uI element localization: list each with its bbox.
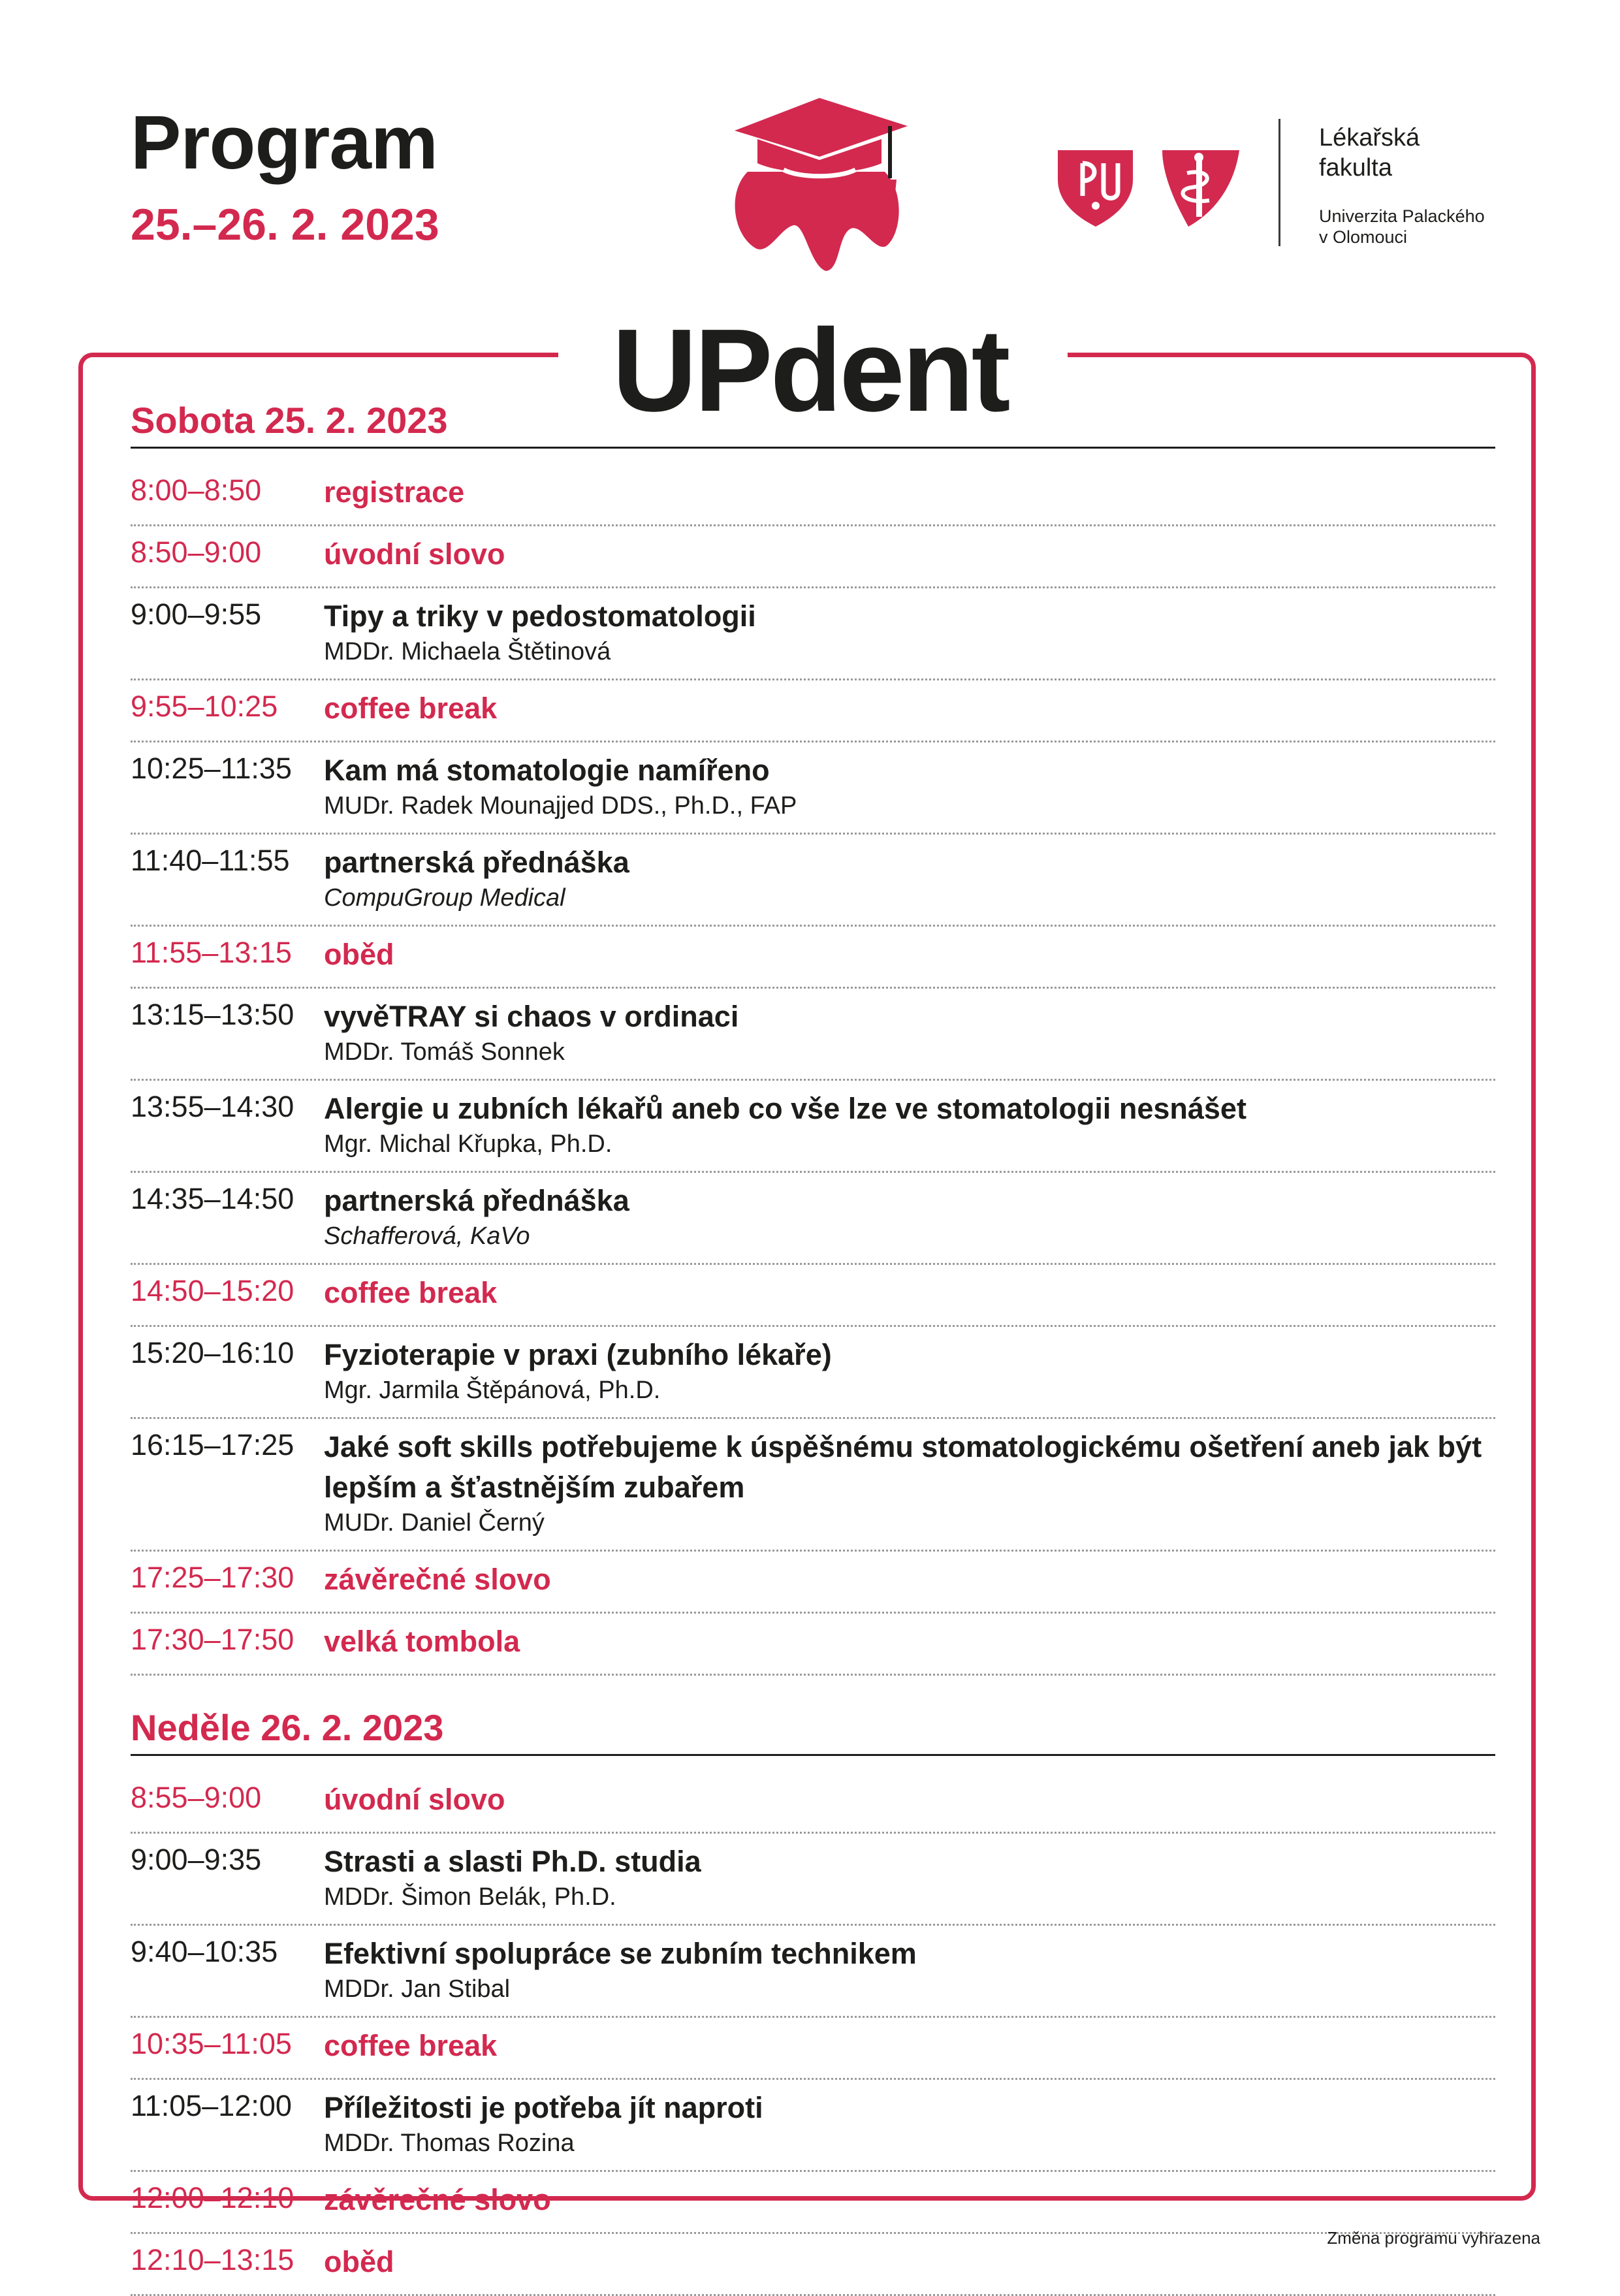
schedule-title: závěrečné slovo <box>324 2183 551 2216</box>
schedule-title: oběd <box>324 2245 394 2278</box>
logo-divider <box>1279 119 1280 246</box>
schedule-body <box>324 1621 1495 1662</box>
schedule-title: Fyzioterapie v praxi (zubního lékaře) <box>324 1338 832 1371</box>
university-line-2: v Olomouci <box>1319 227 1408 247</box>
up-shield-icon <box>1058 150 1133 227</box>
schedule-speaker: MDDr. Michaela Štětinová <box>324 638 611 665</box>
schedule-speaker: MDDr. Tomáš Sonnek <box>324 1038 565 1066</box>
schedule-row <box>131 1926 1495 2018</box>
schedule-body <box>324 1181 1495 1251</box>
graduation-cap-tooth-icon <box>722 95 911 281</box>
schedule-body <box>324 534 1495 575</box>
schedule-speaker: MDDr. Šimon Belák, Ph.D. <box>324 1883 616 1911</box>
event-date: 25.–26. 2. 2023 <box>131 200 439 249</box>
schedule-row <box>131 1419 1495 1552</box>
day-title: Sobota 25. 2. 2023 <box>131 400 448 441</box>
schedule-body <box>324 1779 1495 1820</box>
schedule-time: 10:35–11:05 <box>131 2027 292 2060</box>
schedule-title: coffee break <box>324 1276 498 1309</box>
schedule-row <box>131 742 1495 835</box>
schedule-time: 8:00–8:50 <box>131 473 262 507</box>
schedule-body <box>324 934 1495 975</box>
schedule-time: 13:15–13:50 <box>131 998 294 1031</box>
schedule-row <box>131 1081 1495 1173</box>
schedule-title: závěrečné slovo <box>324 1563 551 1596</box>
schedule-speaker: Mgr. Jarmila Štěpánová, Ph.D. <box>324 1377 661 1404</box>
footnote: Změna programu vyhrazena <box>1327 2228 1540 2248</box>
schedule-speaker: CompuGroup Medical <box>324 884 565 912</box>
schedule-speaker: Schafferová, KaVo <box>324 1222 530 1250</box>
university-line-1: Univerzita Palackého <box>1319 206 1485 226</box>
university-shields-icon <box>1058 140 1247 229</box>
schedule-body <box>324 2180 1495 2220</box>
day-section <box>131 1699 1495 2296</box>
schedule-time: 17:25–17:30 <box>131 1561 294 1594</box>
schedule-body <box>324 1335 1495 1405</box>
schedule-time: 12:10–13:15 <box>131 2243 294 2276</box>
faculty-name <box>1319 123 1420 183</box>
schedule-body <box>324 688 1495 729</box>
schedule-row <box>131 1614 1495 1676</box>
schedule-row <box>131 989 1495 1081</box>
schedule-time: 13:55–14:30 <box>131 1090 294 1123</box>
schedule-title: coffee break <box>324 692 498 725</box>
schedule-time: 16:15–17:25 <box>131 1428 294 1461</box>
schedule-time: 8:50–9:00 <box>131 535 262 569</box>
schedule-body <box>324 2242 1495 2282</box>
schedule-body <box>324 1842 1495 1912</box>
schedule-body <box>324 750 1495 821</box>
schedule-speaker: MUDr. Radek Mounajjed DDS., Ph.D., FAP <box>324 792 797 820</box>
schedule-title: vyvěTRAY si chaos v ordinaci <box>324 1000 739 1033</box>
schedule-time: 15:20–16:10 <box>131 1336 294 1369</box>
schedule-body <box>324 1427 1495 1538</box>
schedule-title: partnerská přednáška <box>324 846 629 879</box>
schedule-row <box>131 1327 1495 1419</box>
schedule-row <box>131 680 1495 742</box>
schedule-row <box>131 927 1495 989</box>
schedule-row <box>131 2172 1495 2234</box>
university-name <box>1319 206 1485 247</box>
schedule-row <box>131 2018 1495 2080</box>
schedule-row <box>131 588 1495 680</box>
schedule-body <box>324 842 1495 913</box>
schedule-body <box>324 997 1495 1067</box>
schedule-row <box>131 1552 1495 1614</box>
schedule-body <box>324 2026 1495 2066</box>
schedule-title: úvodní slovo <box>324 537 505 571</box>
schedule-time: 9:40–10:35 <box>131 1935 278 1968</box>
day-rule <box>131 1754 1495 1756</box>
schedule-time: 14:35–14:50 <box>131 1182 294 1215</box>
schedule-title: Kam má stomatologie namířeno <box>324 754 770 787</box>
schedule-title: Efektivní spolupráce se zubním technikem <box>324 1937 917 1970</box>
faculty-line-2: fakulta <box>1319 154 1392 182</box>
schedule-row <box>131 1772 1495 1834</box>
schedule-title: registrace <box>324 475 465 509</box>
schedule-time: 9:00–9:35 <box>131 1843 262 1876</box>
schedule-speaker: Mgr. Michal Křupka, Ph.D. <box>324 1130 612 1158</box>
schedule-body <box>324 1273 1495 1313</box>
schedule-speaker: MDDr. Thomas Rozina <box>324 2129 575 2157</box>
schedule-body <box>324 1089 1495 1159</box>
schedule-title: oběd <box>324 938 394 971</box>
schedule-time: 17:30–17:50 <box>131 1623 294 1656</box>
schedule-body <box>324 472 1495 513</box>
schedule-title: Příležitosti je potřeba jít naproti <box>324 2091 763 2124</box>
schedule-body <box>324 1934 1495 2004</box>
schedule-speaker: MDDr. Jan Stibal <box>324 1975 511 2003</box>
schedule-time: 9:00–9:55 <box>131 598 262 631</box>
schedule-row <box>131 526 1495 588</box>
schedule-row <box>131 2234 1495 2296</box>
schedule-body <box>324 1559 1495 1600</box>
schedule-row <box>131 464 1495 526</box>
schedule-title: úvodní slovo <box>324 1783 505 1816</box>
schedule-time: 14:50–15:20 <box>131 1274 294 1307</box>
program-content <box>131 392 1495 2296</box>
schedule-title: coffee break <box>324 2029 498 2062</box>
schedule-time: 11:05–12:00 <box>131 2089 292 2122</box>
brand-logo-text: UPdent <box>612 305 1008 436</box>
schedule-row <box>131 835 1495 927</box>
day-section <box>131 392 1495 1676</box>
schedule-title: velká tombola <box>324 1625 520 1658</box>
schedule-row <box>131 1834 1495 1926</box>
schedule-time: 12:00–12:10 <box>131 2181 294 2214</box>
schedule-time: 9:55–10:25 <box>131 690 278 723</box>
medicine-shield-icon <box>1162 150 1239 227</box>
schedule-time: 8:55–9:00 <box>131 1781 262 1814</box>
day-rule <box>131 447 1495 449</box>
schedule-time: 11:40–11:55 <box>131 844 290 877</box>
schedule-row <box>131 1265 1495 1327</box>
schedule-time: 10:25–11:35 <box>131 752 292 785</box>
schedule-title: Alergie u zubních lékařů aneb co vše lze ve stomatologii nesnášet <box>324 1092 1247 1125</box>
schedule-speaker: MUDr. Daniel Černý <box>324 1509 545 1537</box>
schedule-body <box>324 2088 1495 2158</box>
faculty-line-1: Lékařská <box>1319 124 1420 151</box>
page-title: Program <box>131 100 438 185</box>
schedule-title: partnerská přednáška <box>324 1184 629 1217</box>
schedule-title: Strasti a slasti Ph.D. studia <box>324 1845 701 1878</box>
schedule-title: Tipy a triky v pedostomatologii <box>324 599 756 633</box>
schedule-body <box>324 596 1495 667</box>
schedule-row <box>131 1173 1495 1265</box>
schedule-title: Jaké soft skills potřebujeme k úspěšnému stomatologickému ošetření aneb jak být lepším a šťastnějším zubařem <box>324 1430 1482 1504</box>
schedule-row <box>131 2080 1495 2172</box>
day-title: Neděle 26. 2. 2023 <box>131 1707 444 1748</box>
schedule-time: 11:55–13:15 <box>131 936 292 969</box>
